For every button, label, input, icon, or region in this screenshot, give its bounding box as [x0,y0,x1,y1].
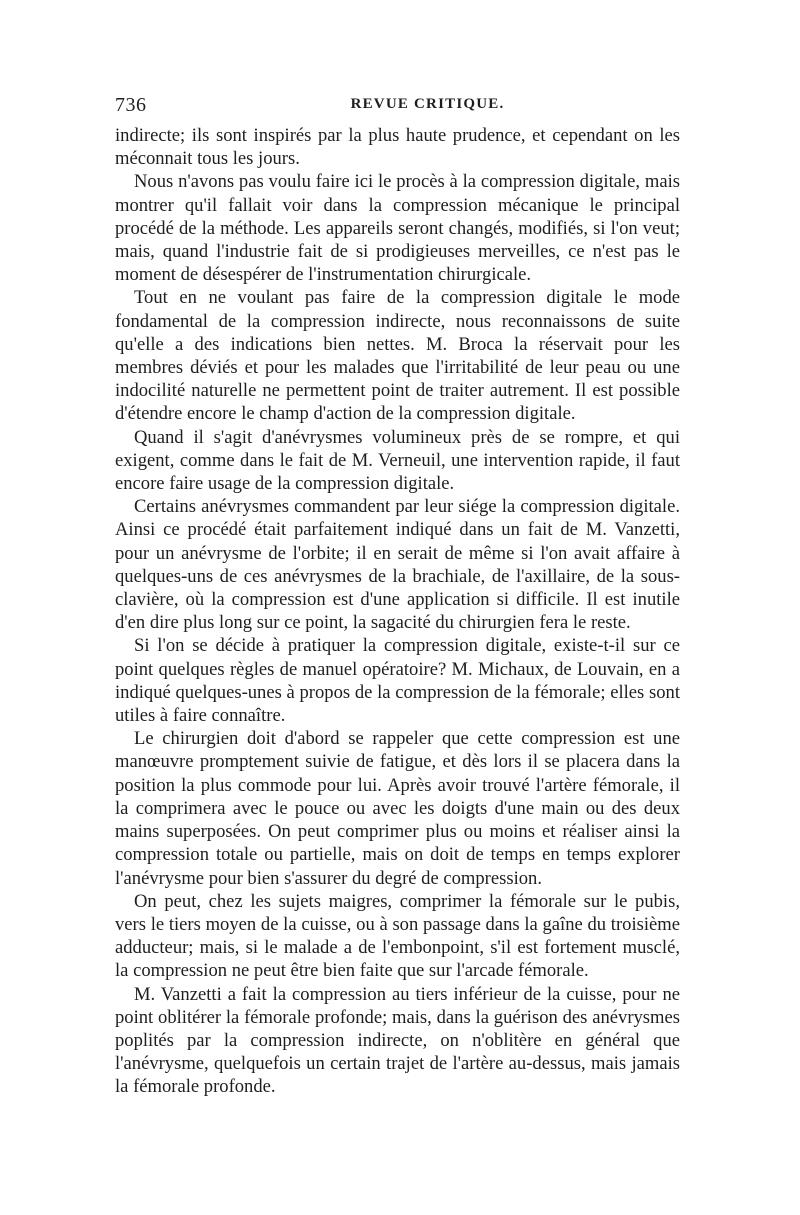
paragraph-sujets-maigres: On peut, chez les sujets maigres, comprimer la fémorale sur le pubis, vers le tiers moyen de la cuisse, ou à son passage dans la gaîne du troisième adducteur; mais, si le malade a de l'embonpoint, s'il est fortement musclé, la compression ne peut être bien faite que sur l'arcade fémorale. [115,890,680,982]
paragraph-siege: Certains anévrysmes commandent par leur siége la compression digitale. Ainsi ce procédé était parfaitement indiqué dans un fait de M. Vanzetti, pour un anévrysme de l'orbite; il en serait de même si l'on avait affaire à quelques-uns de ces anévrysmes de la brachiale, de l'axillaire, de la sous-clavière, où la compression est d'une application si difficile. Il est inutile d'en dire plus long sur ce point, la sagacité du chirurgien fera le reste. [115,496,680,634]
running-title: REVUE CRITIQUE. [350,96,505,112]
paragraph-indications: Tout en ne voulant pas faire de la compression digitale le mode fondamental de la compression indirecte, nous reconnaissons de suite qu'elle a des indications bien nettes. M. Broca la réservait pour les membres déviés et pour les malades que l'irritabilité de leur peau ou une indocilité naturelle ne permettent point de traiter autrement. Il est possible d'étendre encore le champ d'action de la compression digitale. [115,287,680,425]
page-number: 736 [115,94,147,116]
page-header [115,94,680,122]
body-text [115,124,680,1099]
paragraph-manuel-operatoire: Si l'on se décide à pratiquer la compression digitale, existe-t-il sur ce point quelques règles de manuel opératoire? M. Michaux, de Louvain, en a indiqué quelques-unes à propos de la compression de la fémorale; elles sont utiles à faire connaître. [115,635,680,727]
paragraph-position-chirurgien: Le chirurgien doit d'abord se rappeler que cette compression est une manœuvre promptement suivie de fatigue, et dès lors il se placera dans la position la plus commode pour lui. Après avoir trouvé l'artère fémorale, il la comprimera avec le pouce ou avec les doigts d'une main ou des deux mains superposées. On peut comprimer plus ou moins et réaliser ainsi la compression totale ou partielle, mais on doit de temps en temps explorer l'anévrysme pour bien s'assurer du degré de compression. [115,728,680,889]
paragraph-vanzetti: M. Vanzetti a fait la compression au tiers inférieur de la cuisse, pour ne point oblitérer la fémorale profonde; mais, dans la guérison des anévrysmes poplités par la compression indirecte, on n'oblitère en général que l'anévrysme, quelquefois un certain trajet de l'artère au-dessus, mais jamais la fémorale profonde. [115,983,680,1098]
paragraph-anevrysmes-volumineux: Quand il s'agit d'anévrysmes volumineux près de se rompre, et qui exigent, comme dans le fait de M. Verneuil, une intervention rapide, il faut encore faire usage de la compression digitale. [115,426,680,495]
paragraph-compression-digitale: Nous n'avons pas voulu faire ici le procès à la compression digitale, mais montrer qu'il fallait voir dans la compression mécanique le principal procédé de la méthode. Les appareils seront changés, modifiés, si l'on veut; mais, quand l'industrie fait de si prodigieuses merveilles, ce n'est pas le moment de désespérer de l'instrumentation chirurgicale. [115,171,680,286]
paragraph-continuation: indirecte; ils sont inspirés par la plus haute prudence, et cependant on les méconnait tous les jours. [115,125,680,170]
